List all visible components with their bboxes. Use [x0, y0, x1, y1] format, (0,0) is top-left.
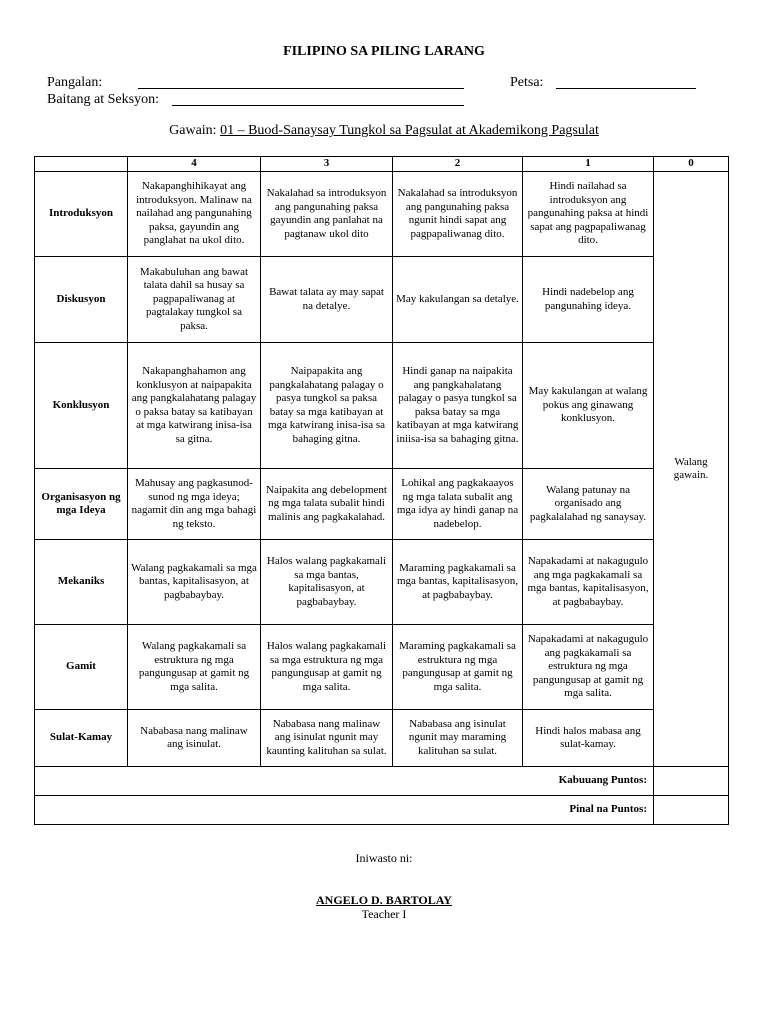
score-4-cell: Makabuluhan ang bawat talata dahil sa husay sa pagpapaliwanag at pagtalakay tungkol sa paksa.: [128, 257, 261, 343]
header-score-1: 1: [523, 157, 654, 172]
date-label: Petsa:: [510, 75, 544, 90]
criterion-cell: Mekaniks: [35, 540, 128, 625]
criterion-cell: Diskusyon: [35, 257, 128, 343]
total-points-field[interactable]: [654, 767, 729, 796]
date-blank-line[interactable]: [556, 88, 696, 89]
teacher-name-block: [0, 893, 768, 908]
rubric-header-row: [35, 157, 729, 172]
score-3-cell: Nababasa nang malinaw ang isinulat ngunit may kaunting kalituhan sa sulat.: [261, 710, 393, 767]
score-2-cell: Nakalahad sa introduksyon ang pangunahing paksa ngunit hindi sapat ang pagpapaliwanag dito.: [393, 172, 523, 257]
final-points-field[interactable]: [654, 796, 729, 825]
score-1-cell: May kakulangan at walang pokus ang ginawang konklusyon.: [523, 343, 654, 469]
document-title: FILIPINO SA PILING LARANG: [283, 44, 485, 59]
score-2-cell: Hindi ganap na naipakita ang pangkahalatang palagay o pasya tungkol sa paksa batay sa mga katibayan at mga katwirang iniisa-isa sa bahaging gitna.: [393, 343, 523, 469]
score-4-cell: Walang pagkakamali sa mga bantas, kapitalisasyon, at pagbabaybay.: [128, 540, 261, 625]
score-1-cell: Napakadami at nakagugulo ang pagkakamali sa estruktura ng mga pangungusap at gamit ng mga salita.: [523, 625, 654, 710]
score-1-cell: Hindi halos mabasa ang sulat-kamay.: [523, 710, 654, 767]
final-points-label: Pinal na Puntos:: [35, 796, 654, 825]
table-row: [35, 625, 729, 710]
table-row: [35, 343, 729, 469]
rubric-table: [34, 156, 729, 825]
score-2-cell: Maraming pagkakamali sa mga bantas, kapitalisasyon, at pagbabaybay.: [393, 540, 523, 625]
score-4-cell: Mahusay ang pagkasunod-sunod ng mga ideya; nagamit din ang mga bahagi ng teksto.: [128, 469, 261, 540]
score-3-cell: Nakalahad sa introduksyon ang pangunahing paksa gayundin ang panlahat na pagtanaw ukol dito: [261, 172, 393, 257]
header-score-2: 2: [393, 157, 523, 172]
activity-title: 01 – Buod-Sanaysay Tungkol sa Pagsulat at Akademikong Pagsulat: [220, 123, 599, 138]
score-3-cell: Bawat talata ay may sapat na detalye.: [261, 257, 393, 343]
name-label: Pangalan:: [47, 75, 103, 90]
score-4-cell: Nababasa nang malinaw ang isinulat.: [128, 710, 261, 767]
score-4-cell: Walang pagkakamali sa estruktura ng mga pangungusap at gamit ng mga salita.: [128, 625, 261, 710]
table-row: [35, 710, 729, 767]
score-1-cell: Napakadami at nakagugulo ang mga pagkakamali sa mga bantas, kapitalisasyon, at pagbabaybay.: [523, 540, 654, 625]
score-4-cell: Nakapanghahamon ang konklusyon at naipapakita ang pangkalahatang palagay o paksa batay sa katibayan at mga katwirang inisa-isa sa gitna.: [128, 343, 261, 469]
header-score-0: 0: [654, 157, 729, 172]
score-1-cell: Hindi nailahad sa introduksyon ang pangunahing paksa at hindi sapat ang pagpapaliwanag dito.: [523, 172, 654, 257]
header-score-3: 3: [261, 157, 393, 172]
final-row: [35, 796, 729, 825]
table-row: [35, 172, 729, 257]
criterion-cell: Introduksyon: [35, 172, 128, 257]
criterion-cell: Sulat-Kamay: [35, 710, 128, 767]
score-0-cell: Walang gawain.: [654, 172, 729, 767]
score-2-cell: Nababasa ang isinulat ngunit may maraming kalituhan sa sulat.: [393, 710, 523, 767]
criterion-cell: Organisasyon ng mga Ideya: [35, 469, 128, 540]
score-3-cell: Naipapakita ang pangkalahatang palagay o pasya tungkol sa paksa batay sa mga katibayan at mga katwirang inisa-isa sa bahaging gitna.: [261, 343, 393, 469]
criterion-cell: Gamit: [35, 625, 128, 710]
teacher-position: Teacher I: [361, 907, 407, 921]
score-2-cell: Maraming pagkakamali sa estruktura ng mga pangungusap at gamit ng mga salita.: [393, 625, 523, 710]
table-row: [35, 257, 729, 343]
score-2-cell: Lohikal ang pagkakaayos ng mga talata subalit ang mga idya ay hindi ganap na nadebelop.: [393, 469, 523, 540]
score-3-cell: Naipakita ang debelopment ng mga talata subalit hindi malinis ang pagkakalahad.: [261, 469, 393, 540]
activity-heading: [0, 123, 768, 139]
total-row: [35, 767, 729, 796]
table-row: [35, 469, 729, 540]
teacher-name: ANGELO D. BARTOLAY: [316, 893, 452, 907]
activity-prefix: Gawain:: [169, 123, 217, 138]
header-criterion: [35, 157, 128, 172]
section-blank-line[interactable]: [172, 105, 464, 106]
score-3-cell: Halos walang pagkakamali sa mga bantas, kapitalisasyon, at pagbabaybay.: [261, 540, 393, 625]
score-3-cell: Halos walang pagkakamali sa mga estruktura ng mga pangungusap at gamit ng mga salita.: [261, 625, 393, 710]
section-label: Baitang at Seksyon:: [47, 92, 159, 107]
checked-by-label: Iniwasto ni:: [355, 851, 413, 865]
criterion-cell: Konklusyon: [35, 343, 128, 469]
score-1-cell: Hindi nadebelop ang pangunahing ideya.: [523, 257, 654, 343]
score-2-cell: May kakulangan sa detalye.: [393, 257, 523, 343]
total-points-label: Kabuuang Puntos:: [35, 767, 654, 796]
score-4-cell: Nakapanghihikayat ang introduksyon. Malinaw na nailahad ang pangunahing paksa, gayundin ang panglahat na ukol dito.: [128, 172, 261, 257]
name-blank-line[interactable]: [138, 88, 464, 89]
header-score-4: 4: [128, 157, 261, 172]
table-row: [35, 540, 729, 625]
score-1-cell: Walang patunay na organisado ang pagkalalahad ng sanaysay.: [523, 469, 654, 540]
